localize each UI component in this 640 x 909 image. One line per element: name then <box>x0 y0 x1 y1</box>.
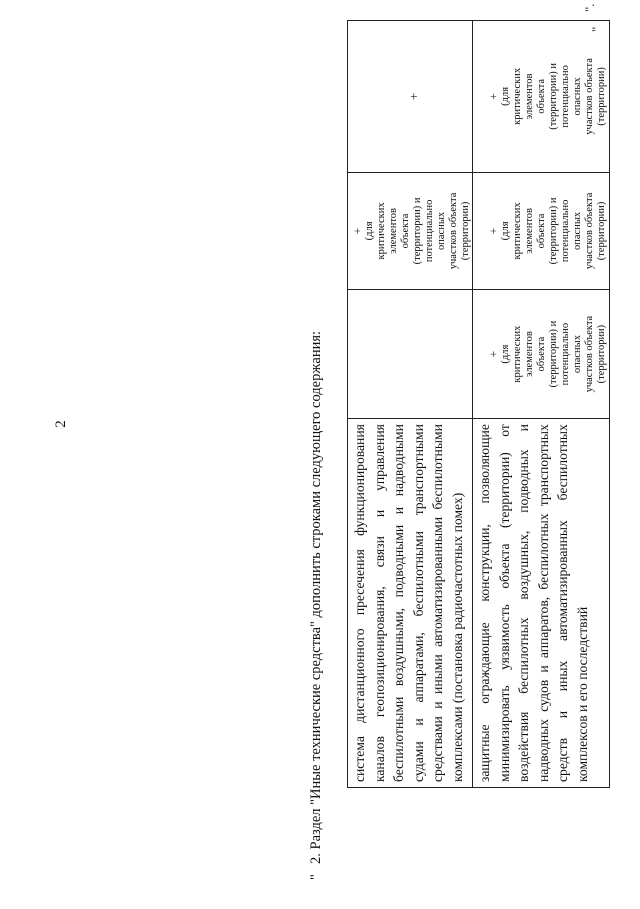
row-1-col4-mark <box>348 21 475 172</box>
mark-cell <box>348 172 473 289</box>
technical-means-table <box>347 20 610 788</box>
row-1-description: система дистанционного пресечения функционирования каналов геопозиционирования, связи и управления беспилотными воздушными, подводными и надводными судами и аппаратами, беспилотными транспортными средствами и иными автоматизированными беспилотными комплексами (постановка радиочастотных помех) <box>352 424 465 782</box>
section-heading <box>306 20 326 880</box>
row-1-col2-mark <box>348 290 351 418</box>
plus-mark: + <box>486 350 500 358</box>
page-number: 2 <box>53 420 69 428</box>
row-1-col3-mark: + (для критических элементов объекта (территории) и потенциально опасных участков объекта (территории) <box>348 173 472 289</box>
rotated-content <box>300 3 607 880</box>
mark-cell <box>473 21 610 173</box>
heading-text: 2. Раздел "Иные технические средства" дополнить строками следующего содержания: <box>308 330 324 864</box>
row-2-col3-mark: + (для критических элементов объекта (территории) и потенциально опасных участков объекта (территории) <box>473 173 609 289</box>
row-2-description: защитные ограждающие конструкции, позволяющие минимизировать уязвимость объекта (территории) от воздействия беспилотных воздушных, подводных и надводных судов и аппаратов, беспилотных транспортных средств и иных автоматизированных беспилотных комплексов и его последствий <box>477 424 590 782</box>
mark-cell <box>348 21 473 173</box>
description-cell <box>348 419 473 788</box>
description-cell <box>473 419 610 788</box>
row-2-col2-mark: + (для критических элементов объекта (территории) и потенциально опасных участков объекта (территории) <box>473 290 609 418</box>
plus-mark: + <box>486 227 500 235</box>
mark-cell <box>473 290 610 419</box>
plus-mark: + <box>350 227 364 235</box>
mark-cell <box>473 172 610 289</box>
plus-mark: + <box>486 93 500 100</box>
trailing-quote-mark: " <box>589 26 604 32</box>
plus-mark: + <box>405 92 421 101</box>
row-2-col4-mark: + (для критических элементов объекта (территории) и потенциально опасных участков объекта (территории) <box>473 21 609 172</box>
table-row <box>348 21 473 788</box>
closing-mark: ". <box>582 3 597 12</box>
mark-cell <box>348 290 473 419</box>
table-row <box>473 21 610 788</box>
heading-open-quote: " <box>308 874 324 880</box>
